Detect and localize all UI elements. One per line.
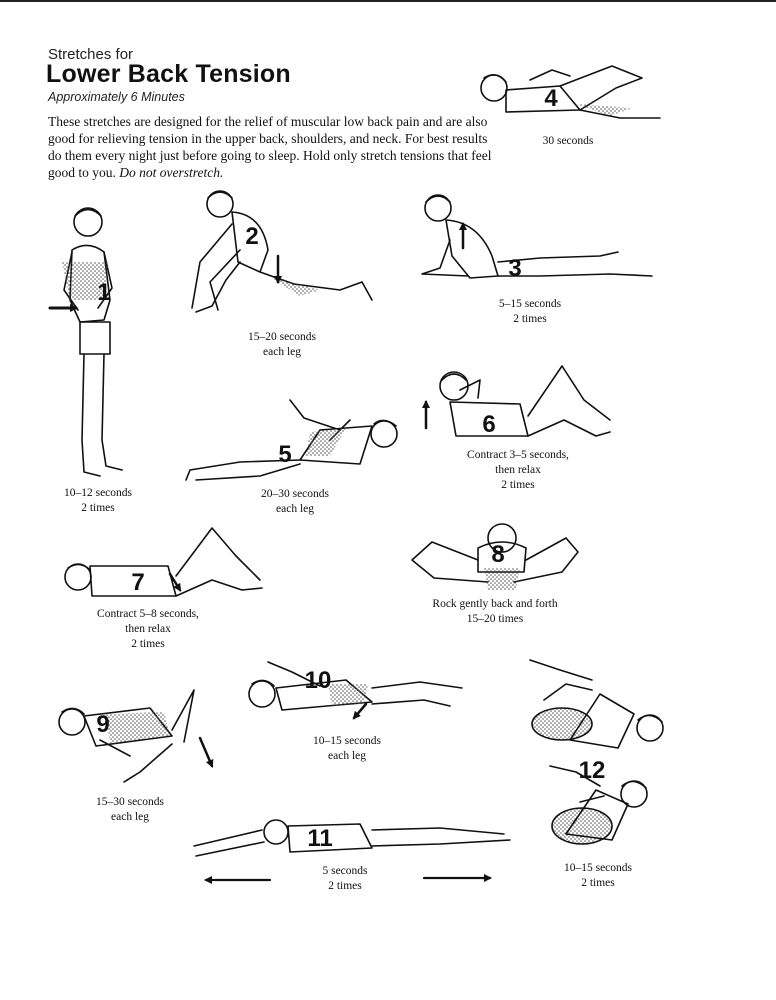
intro-warning: Do not overstretch. [119, 165, 224, 180]
caption-stretch-1: 10–12 seconds 2 times [63, 487, 133, 514]
page-kicker: Stretches for [48, 46, 134, 63]
figure-number-12: 12 [578, 757, 606, 784]
caption-stretch-9: 15–30 seconds each leg [95, 796, 165, 823]
figure-number-2: 2 [245, 223, 259, 250]
caption-stretch-11: 5 seconds 2 times [322, 865, 368, 892]
figure-number-11: 11 [307, 825, 333, 852]
caption-stretch-7: Contract 5–8 seconds, then relax 2 times [97, 608, 199, 650]
figure-3-prone-press [422, 195, 652, 278]
caption-stretch-3: 5–15 seconds 2 times [498, 298, 562, 325]
page-subtitle: Approximately 6 Minutes [48, 90, 185, 104]
figure-9-lying-twist [59, 690, 212, 782]
figure-number-7: 7 [131, 569, 145, 596]
caption-stretch-12: 10–15 seconds 2 times [563, 862, 633, 889]
figure-10-lying-leg-stretch [249, 662, 462, 718]
figure-2-lunge [192, 191, 372, 312]
caption-stretch-8: Rock gently back and forth 15–20 times [432, 598, 558, 625]
figure-number-6: 6 [482, 411, 496, 438]
figure-6-curl-up [426, 366, 610, 436]
figure-number-10: 10 [304, 667, 332, 694]
figure-number-5: 5 [278, 441, 292, 468]
figure-number-3: 3 [508, 255, 522, 282]
figure-5-knee-to-shoulder [186, 400, 397, 480]
page-title: Lower Back Tension [46, 60, 291, 88]
figure-1-standing [50, 208, 122, 476]
intro-text: These stretches are designed for the relief of muscular low back pain and are also good for relieving tension in the upper back, shoulders, and neck. For best results do them every night just before going to sleep. Hold only stretch tensions that feel good to you. [48, 114, 492, 180]
caption-stretch-2: 15–20 seconds each leg [247, 331, 317, 358]
caption-stretch-6: Contract 3–5 seconds, then relax 2 times [467, 449, 569, 491]
figure-number-8: 8 [491, 541, 505, 568]
figure-number-9: 9 [96, 711, 110, 738]
figure-number-1: 1 [97, 279, 111, 306]
figure-4-knees-to-chest [481, 66, 660, 118]
caption-stretch-5: 20–30 seconds each leg [260, 488, 330, 515]
caption-stretch-4: 30 seconds [542, 135, 594, 147]
figure-12-head-to-knees [530, 660, 663, 844]
caption-stretch-10: 10–15 seconds each leg [312, 735, 382, 762]
figure-number-4: 4 [544, 85, 558, 112]
figure-7-pelvic-tilt [65, 528, 262, 596]
